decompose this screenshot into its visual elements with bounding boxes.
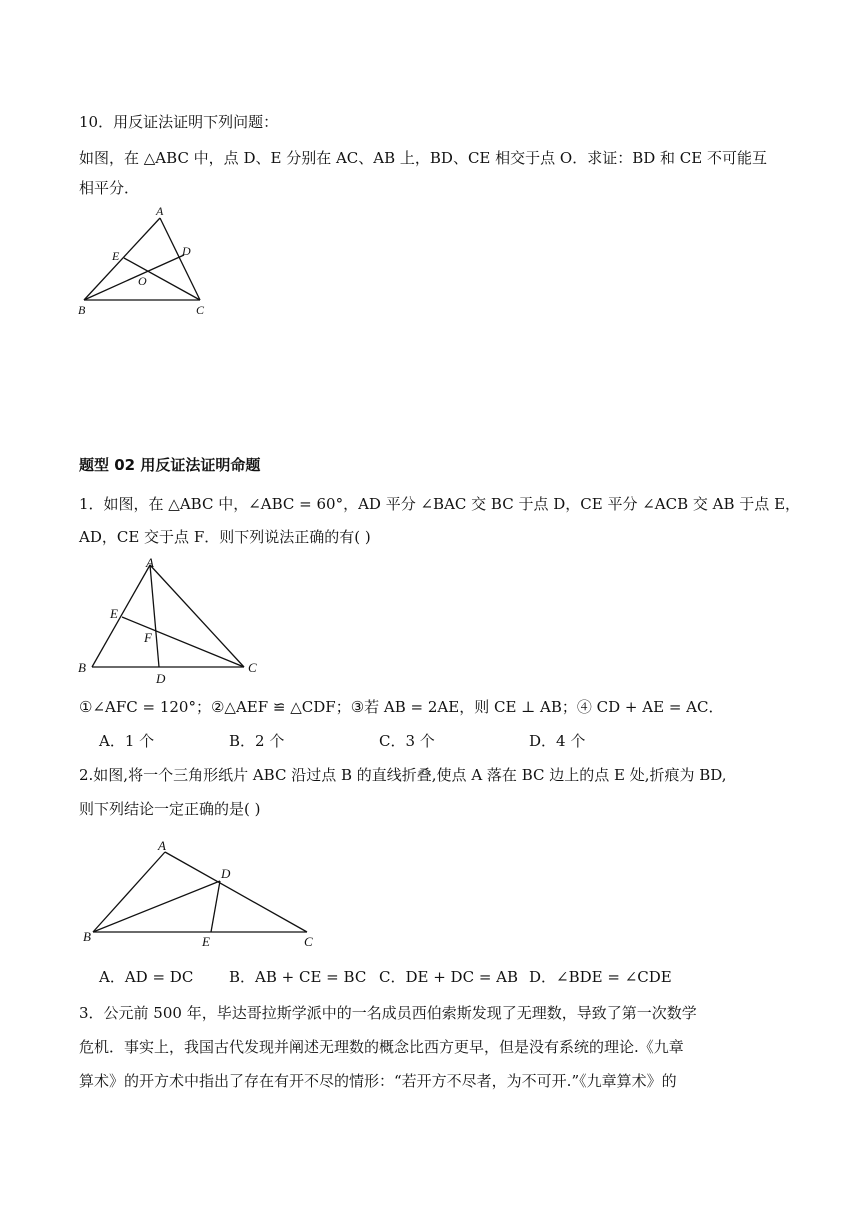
q1-label-f: F	[144, 630, 152, 645]
q2-label-d: D	[221, 866, 231, 881]
q1-label-b: B	[78, 660, 86, 675]
q2-triangle-figure	[75, 832, 325, 952]
q10-label-e: E	[112, 249, 120, 263]
q2-segment-ab	[93, 852, 165, 932]
q1-label-d: D	[156, 671, 166, 685]
q2-line2: 则下列结论一定正确的是( )	[79, 800, 261, 818]
q3-line2: 危机．事实上，我国古代发现并阐述无理数的概念比西方更早，但是没有系统的理论.《九章	[79, 1038, 684, 1056]
q2-label-c: C	[304, 934, 313, 949]
q10-segment-ab	[84, 218, 160, 300]
q10-label-a: A	[156, 204, 164, 218]
q10-title: 10．用反证法证明下列问题：	[79, 113, 279, 131]
q1-label-e: E	[110, 606, 118, 621]
q2-segment-de	[211, 881, 220, 932]
q10-body-line1: 如图，在 △ABC 中，点 D、E 分别在 AC、AB 上，BD、CE 相交于点 O．求证：BD 和 CE 不可能互	[79, 149, 767, 167]
q1-segment-ab	[92, 565, 150, 667]
q10-label-o: O	[138, 274, 147, 288]
q1-choice-b[interactable]: B．2 个	[229, 732, 285, 750]
q2-choice-a[interactable]: A．AD = DC	[99, 968, 194, 986]
q1-label-a: A	[146, 555, 154, 570]
q2-label-a: A	[158, 838, 166, 853]
q1-segment-ac	[150, 565, 244, 667]
q2-choice-b[interactable]: B．AB + CE = BC	[229, 968, 367, 986]
q1-line2: AD，CE 交于点 F．则下列说法正确的有( )	[79, 528, 371, 546]
q3-line1: 3．公元前 500 年，毕达哥拉斯学派中的一名成员西伯索斯发现了无理数，导致了第一次数学	[79, 1004, 697, 1022]
q1-triangle-figure	[70, 555, 270, 685]
q1-choice-c[interactable]: C．3 个	[379, 732, 435, 750]
q10-segment-ac	[160, 218, 200, 300]
q3-line3: 算术》的开方术中指出了存在有开不尽的情形：“若开方不尽者，为不可开.”《九章算术》的	[79, 1072, 677, 1090]
q2-segment-ac	[165, 852, 307, 932]
q10-triangle-figure	[70, 200, 220, 325]
q10-label-d: D	[182, 244, 191, 258]
q1-segment-ad	[150, 565, 159, 667]
q10-label-c: C	[196, 303, 205, 317]
q2-label-b: B	[83, 929, 91, 944]
q1-choice-a[interactable]: A．1 个	[99, 732, 155, 750]
q10-segment-bd	[84, 255, 184, 300]
q2-choice-c[interactable]: C．DE + DC = AB	[379, 968, 519, 986]
q2-line1: 2.如图,将一个三角形纸片 ABC 沿过点 B 的直线折叠,使点 A 落在 BC 边上的点 E 处,折痕为 BD,	[79, 766, 727, 784]
q2-label-e: E	[202, 934, 210, 949]
q1-line1: 1．如图，在 △ABC 中，∠ABC = 60°，AD 平分 ∠BAC 交 BC 于点 D，CE 平分 ∠ACB 交 AB 于点 E，	[79, 495, 801, 513]
q2-choice-d[interactable]: D．∠BDE = ∠CDE	[529, 968, 672, 986]
section-title: 题型 02 用反证法证明命题	[79, 456, 261, 474]
q10-body-line2: 相平分．	[79, 179, 140, 197]
q10-label-b: B	[78, 303, 86, 317]
q1-choice-d[interactable]: D．4 个	[529, 732, 586, 750]
q1-segment-ce	[122, 617, 244, 667]
q1-label-c: C	[248, 660, 257, 675]
q2-segment-bd	[93, 881, 220, 932]
q1-statements: ①∠AFC = 120°；②△AEF ≌ △CDF；③若 AB = 2AE，则 CE ⊥ AB；④ CD + AE = AC．	[79, 698, 724, 716]
